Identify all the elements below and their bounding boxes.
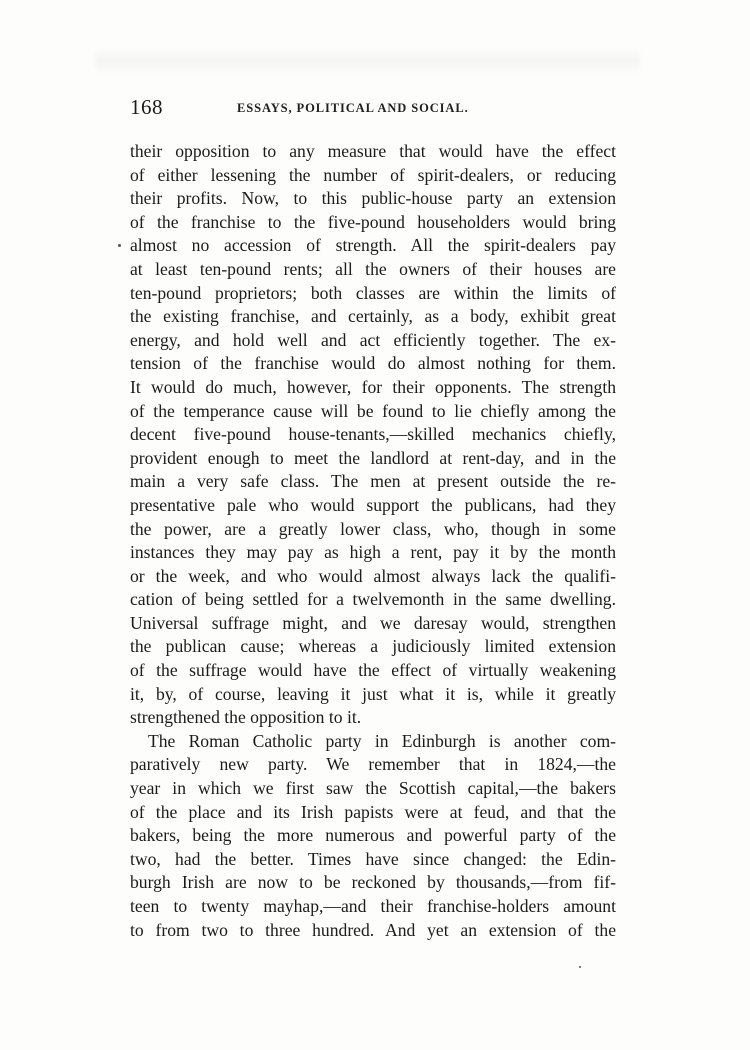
text-line: of the suffrage would have the effect of virtually weakening: [130, 660, 616, 681]
running-head: [130, 95, 616, 121]
paragraph-first-line: The Roman Catholic party in Edinburgh is another com-: [148, 730, 616, 751]
text-line: instances they may pay as high a rent, pay it by the month: [130, 542, 616, 563]
text-line: the publican cause; whereas a judiciously limited extension: [130, 636, 616, 657]
text-line: decent five-pound house-tenants,—skilled mechanics chiefly,: [130, 424, 616, 445]
running-title: ESSAYS, POLITICAL AND SOCIAL.: [237, 101, 469, 115]
text-line: it, by, of course, leaving it just what it is, while it greatly: [130, 683, 616, 704]
text-line: energy, and hold well and act efficiently together. The ex-: [130, 329, 616, 350]
ink-speck: [579, 966, 581, 968]
text-line: of the franchise to the five-pound householders would bring: [130, 211, 616, 232]
text-line: provident enough to meet the landlord at rent-day, and in the: [130, 447, 616, 468]
text-line: at least ten-pound rents; all the owners of their houses are: [130, 258, 616, 279]
paragraph-last-line: strengthened the opposition to it.: [130, 707, 362, 728]
text-line: Universal suffrage might, and we daresay would, strengthen: [130, 612, 616, 633]
text-line: or the week, and who would almost always lack the qualifi-: [130, 565, 616, 586]
text-line: their opposition to any measure that would have the effect: [130, 141, 616, 161]
text-line: of either lessening the number of spirit-dealers, or reducing: [130, 164, 616, 185]
page-smudge: [95, 48, 640, 74]
text-line: burgh Irish are now to be reckoned by thousands,—from fif-: [130, 872, 616, 893]
text-line: year in which we first saw the Scottish capital,—the bakers: [130, 778, 616, 799]
ink-speck: [118, 244, 121, 247]
text-line: presentative pale who would support the publicans, had they: [130, 494, 616, 515]
page-number: 168: [130, 95, 163, 119]
text-line: of the place and its Irish papists were at feud, and that the: [130, 801, 616, 822]
text-line: their profits. Now, to this public-house party an extension: [130, 188, 616, 209]
text-line: bakers, being the more numerous and powerful party of the: [130, 825, 616, 846]
text-line: to from two to three hundred. And yet an extension of the: [130, 919, 616, 940]
text-line: the existing franchise, and certainly, as a body, exhibit great: [130, 306, 616, 327]
text-line: paratively new party. We remember that in 1824,—the: [130, 754, 616, 775]
text-line: teen to twenty mayhap,—and their franchise-holders amount: [130, 896, 616, 916]
text-line: almost no accession of strength. All the spirit-dealers pay: [130, 235, 616, 256]
text-line: cation of being settled for a twelvemonth in the same dwelling.: [130, 589, 616, 610]
text-line: two, had the better. Times have since changed: the Edin-: [130, 848, 616, 869]
text-line: the power, are a greatly lower class, who, though in some: [130, 518, 616, 539]
text-line: of the temperance cause will be found to lie chiefly among the: [130, 400, 616, 421]
text-line: ten-pound proprietors; both classes are within the limits of: [130, 282, 616, 303]
text-line: It would do much, however, for their opponents. The strength: [130, 376, 616, 397]
body-text: [130, 140, 616, 942]
text-line: main a very safe class. The men at present outside the re-: [130, 471, 616, 492]
text-line: tension of the franchise would do almost nothing for them.: [130, 353, 616, 374]
